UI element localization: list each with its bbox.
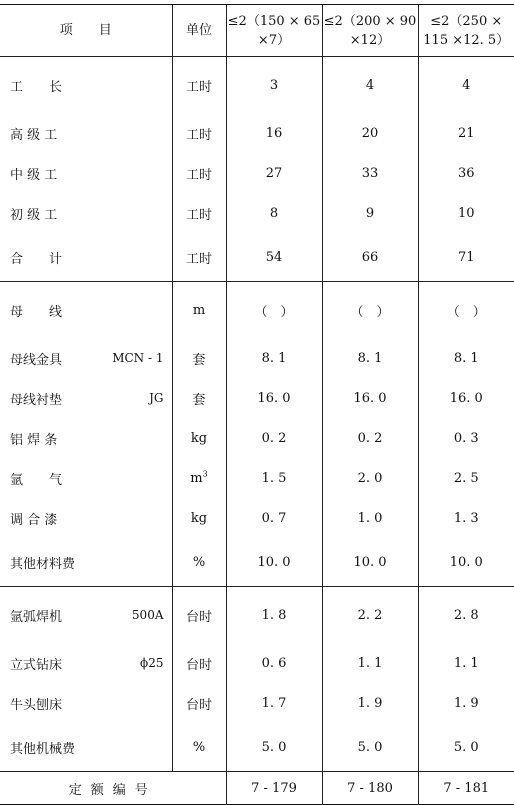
table-row (0, 498, 514, 538)
unit-text: 工时 (185, 251, 212, 267)
unit-text: 台时 (185, 697, 212, 713)
value-cell: 8. 1 (226, 338, 322, 378)
unit-cell (172, 498, 226, 538)
value-cell: （ ） (418, 282, 514, 339)
table-row (0, 113, 514, 153)
item-cell (0, 643, 172, 683)
unit-text: 套 (192, 352, 206, 368)
unit-cell (172, 282, 226, 339)
unit-cell (172, 683, 226, 723)
value-cell: 0. 7 (226, 498, 322, 538)
unit-text: kg (190, 430, 208, 446)
item-name: 牛头刨床 (10, 697, 63, 713)
unit-cell (172, 233, 226, 282)
value-cell: 5. 0 (322, 723, 418, 772)
table-row (0, 378, 514, 418)
header-col-3: ≤2（250 × 115 ×12. 5） (418, 5, 514, 57)
footer-label (0, 772, 226, 805)
table-row (0, 458, 514, 498)
item-name: 初 级 工 (10, 207, 58, 223)
unit-text: 工时 (185, 167, 212, 183)
item-spec: MCN - 1 (112, 351, 164, 365)
item-cell (0, 378, 172, 418)
value-cell: 1. 7 (226, 683, 322, 723)
item-name: 氩 气 (10, 472, 63, 488)
table-row (0, 587, 514, 644)
value-cell: 16. 0 (322, 378, 418, 418)
unit-cell (172, 723, 226, 772)
header-item (0, 5, 172, 57)
table-row (0, 282, 514, 339)
unit-text: 台时 (185, 609, 212, 625)
footer-code-3: 7 - 181 (418, 772, 514, 805)
item-name: 母 线 (10, 304, 63, 320)
item-spec: ϕ25 (140, 656, 164, 670)
value-cell: 1. 3 (418, 498, 514, 538)
value-cell: 21 (418, 113, 514, 153)
materials-group (0, 282, 514, 587)
value-cell: 10. 0 (322, 538, 418, 587)
value-cell: 54 (226, 233, 322, 282)
unit-cell (172, 418, 226, 458)
header-item-label: 项 目 (59, 23, 112, 38)
header-unit: 单位 (172, 5, 226, 57)
value-cell: 1. 8 (226, 587, 322, 644)
item-name: 其他机械费 (10, 741, 76, 757)
table-row (0, 643, 514, 683)
unit-text: 工时 (185, 127, 212, 143)
item-cell (0, 113, 172, 153)
unit-cell (172, 193, 226, 233)
value-cell: 0. 2 (322, 418, 418, 458)
unit-cell (172, 538, 226, 587)
unit-superscript: 3 (202, 469, 208, 479)
value-cell: 16 (226, 113, 322, 153)
value-cell: 1. 5 (226, 458, 322, 498)
table-row (0, 233, 514, 282)
value-cell: 10. 0 (418, 538, 514, 587)
table-row (0, 723, 514, 772)
item-name: 铝 焊 条 (10, 432, 58, 448)
labor-group (0, 57, 514, 282)
value-cell: 10. 0 (226, 538, 322, 587)
value-cell: 8. 1 (418, 338, 514, 378)
item-spec: 500A (131, 608, 164, 622)
table-row (0, 683, 514, 723)
value-cell: 2. 2 (322, 587, 418, 644)
header-col-1: ≤2（150 × 65 ×7） (226, 5, 322, 57)
value-cell: 27 (226, 153, 322, 193)
value-cell: 71 (418, 233, 514, 282)
item-cell (0, 538, 172, 587)
item-cell (0, 723, 172, 772)
value-cell: 1. 9 (322, 683, 418, 723)
item-name: 母线衬垫 (10, 392, 63, 408)
item-name: 氩弧焊机 (10, 609, 63, 625)
value-cell: 0. 6 (226, 643, 322, 683)
machines-group (0, 587, 514, 772)
unit-text: m (192, 302, 206, 318)
table-row (0, 538, 514, 587)
unit-text: % (192, 554, 206, 570)
unit-text: kg (190, 510, 208, 526)
value-cell: 2. 8 (418, 587, 514, 644)
item-name: 中 级 工 (10, 167, 58, 183)
value-cell: 2. 0 (322, 458, 418, 498)
value-cell: 33 (322, 153, 418, 193)
value-cell: 8. 1 (322, 338, 418, 378)
value-cell: 5. 0 (418, 723, 514, 772)
footer-code-1: 7 - 179 (226, 772, 322, 805)
table-row (0, 153, 514, 193)
value-cell: （ ） (226, 282, 322, 339)
value-cell: 8 (226, 193, 322, 233)
footer-row (0, 772, 514, 805)
item-name: 调 合 漆 (10, 512, 58, 528)
item-name: 工 长 (10, 79, 63, 95)
unit-cell (172, 338, 226, 378)
item-name: 其他材料费 (10, 556, 76, 572)
value-cell: 5. 0 (226, 723, 322, 772)
unit-cell (172, 113, 226, 153)
unit-cell (172, 643, 226, 683)
item-cell (0, 338, 172, 378)
unit-text: m (190, 470, 203, 486)
item-cell (0, 458, 172, 498)
unit-cell (172, 153, 226, 193)
unit-text: 工时 (185, 79, 212, 95)
header-row (0, 5, 514, 57)
item-cell (0, 153, 172, 193)
table-row (0, 57, 514, 114)
value-cell: 0. 3 (418, 418, 514, 458)
value-cell: 16. 0 (226, 378, 322, 418)
value-cell: 4 (322, 57, 418, 114)
item-cell (0, 282, 172, 339)
item-name: 高 级 工 (10, 127, 58, 143)
footer-label-text: 定额编号 (68, 782, 157, 798)
unit-cell (172, 458, 226, 498)
value-cell: 3 (226, 57, 322, 114)
unit-cell (172, 378, 226, 418)
item-cell (0, 233, 172, 282)
unit-text: 套 (192, 392, 206, 408)
item-name: 立式钻床 (10, 657, 63, 673)
value-cell: 0. 2 (226, 418, 322, 458)
item-cell (0, 57, 172, 114)
unit-cell (172, 587, 226, 644)
unit-text: % (192, 739, 206, 755)
table-row (0, 338, 514, 378)
header-col-2: ≤2（200 × 90 ×12） (322, 5, 418, 57)
quota-table (0, 4, 514, 805)
value-cell: 4 (418, 57, 514, 114)
value-cell: 1. 0 (322, 498, 418, 538)
value-cell: （ ） (322, 282, 418, 339)
table-row (0, 193, 514, 233)
unit-text: 工时 (185, 207, 212, 223)
item-cell (0, 587, 172, 644)
value-cell: 2. 5 (418, 458, 514, 498)
value-cell: 1. 1 (418, 643, 514, 683)
item-cell (0, 683, 172, 723)
value-cell: 1. 9 (418, 683, 514, 723)
unit-text: 台时 (185, 657, 212, 673)
value-cell: 16. 0 (418, 378, 514, 418)
item-name: 母线金具 (10, 352, 63, 368)
value-cell: 10 (418, 193, 514, 233)
item-cell (0, 498, 172, 538)
item-spec: JG (149, 391, 164, 405)
unit-cell (172, 57, 226, 114)
item-name: 合 计 (10, 251, 63, 267)
value-cell: 1. 1 (322, 643, 418, 683)
item-cell (0, 418, 172, 458)
item-cell (0, 193, 172, 233)
value-cell: 66 (322, 233, 418, 282)
table-row (0, 418, 514, 458)
value-cell: 20 (322, 113, 418, 153)
value-cell: 9 (322, 193, 418, 233)
value-cell: 36 (418, 153, 514, 193)
footer-code-2: 7 - 180 (322, 772, 418, 805)
